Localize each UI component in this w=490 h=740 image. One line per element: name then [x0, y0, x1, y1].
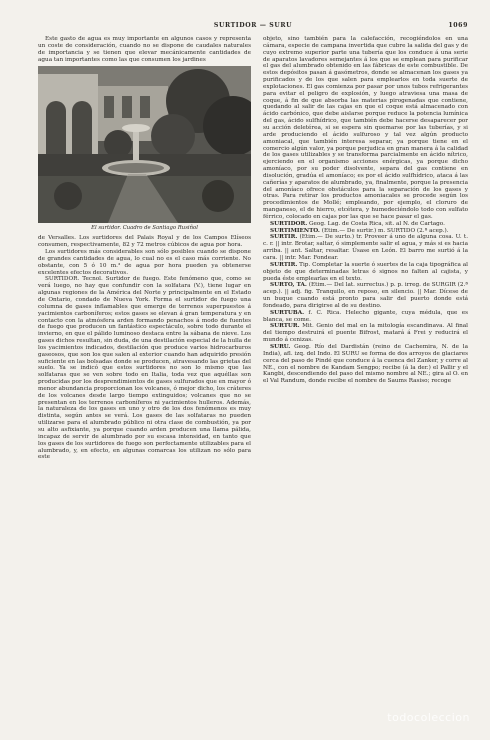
entry-body: Mit. Genio del mal en la mitología escandinava. Al final del tiempo destruirá el puente Bifrost, matará á Frei y reducirá el mundo á cenizas. [263, 323, 468, 344]
paragraph: objeto, sino también para la calefacción, recogiéndolos en una cámara, especie de campana invertida que cubre la salida del gas y de cuyo extremo superior parte una tubería que los conduce á una serie de aparatos lavadores semejantes á los que se emplean para purificar el gas del alumbrado obtenido en las fábricas de este combustible. De estos depósitos pasan á gasómetros, donde se almacenan los gases ya purificados y de los que salen para emplearlos en toda suerte de explotaciones. El gas comienza por pasar por unos tubos refrigerantes para evitar el peligro de explosión, y luego atraviesa una masa de coque, á fin de que absorba las materias pirogenadas que contiene, quedando al salir de las cajas en que el coque está almacenado con ácido carbónico, que debe aislarse porque reduce la potencia lumínica del gas, ácido sulfhídrico, que también debe hacerse desaparecer por su acción deletérea, si se espera sin quemarse por las tuberías, y si arde produciendo el ácido sulfuroso y tal vez algún producto amoniacal, que también interesa separar, ya porque tiene en el comercio algún valor, ya porque perjudica en gran manera á la calidad de los gases utilizables y se transforma parcialmente en ácido nítrico, ejerciendo en el organismo acciones enérgicas, ya porque dicho amoníaco, por su poder disolvente, separa del gas contiene en disolución, gradúa el amoníaco; es por el ácido sulfhídrico, ataca á las cañerías y aparatos de alumbrado, ya, finalmente, porque la presencia del amoníaco ofrece obstáculos para la separación de los gases y otras. Para retirar los productos amoniacales se procede según los procedimientos de Mollé; empleando, por ejemplo, el cloruro de manganeso, el de hierro, etcétera, y humedeciéndolo todo con sulfato férrico, colocado en cajas por las que se hace pasar el gas. [263, 36, 468, 220]
painting-illustration [38, 66, 251, 223]
running-head: SURTIDOR — SURU [213, 22, 293, 29]
entry-headword: SURTUR. [270, 323, 300, 330]
watermark-logo: todocoleccion [387, 711, 470, 724]
dictionary-entry [263, 344, 468, 385]
paragraph: de Versalles. Los surtidores del Palais Royal y de los Campos Elíseos consumen, respectivamente, 82 y 72 metros cúbicos de agua por hora. [38, 235, 251, 249]
paragraph: Los surtidores más considerables son sólo posibles cuando se dispone de grandes cantidades de agua, lo cual no es el caso más corriente. No obstante, con 5 ó 10 m.³ de agua por hora pueden ya obtenerse excelentes efectos decorativos. [38, 249, 251, 276]
entry-body: (Etim.— De surtir.) m. SURTIDO (2.ª acep.). [321, 227, 449, 234]
entry-headword: SURTIMIENTO. [270, 227, 320, 234]
entry-headword: SURTIDOR. [270, 220, 308, 227]
entry-body: Geog. Lag. de Costa Rica, sit. al N. de Cartago. [309, 220, 445, 227]
left-column [38, 36, 251, 461]
dictionary-entry [263, 221, 468, 228]
entry-body: (Etim.— Del lat. surrectus.) p. p. irreg. de SURGIR (2.ª acep.). || adj. fig. Tranquilo, en reposo, en silencio. || Mar. Dícese de un buque cuando está pronto para salir del puerto donde está fondeado, para dirigirse al de su destino. [263, 282, 469, 309]
entry-headword: SURTIR. [270, 234, 298, 241]
dictionary-entry [263, 234, 468, 261]
entry-headword: SURTUBA. [270, 309, 305, 316]
page-number: 1069 [448, 22, 468, 29]
entry-body: Tip. Completar la suerte ó suertes de la caja tipográfica al objeto de que determinadas letras ó signos no falten al cajista, y pueda éste emplearlas en el texto. [263, 261, 468, 282]
dictionary-entry [263, 310, 468, 324]
paragraph: SURTIDOR. Tecnol. Surtidor de fuego. Este fenómeno que, como se verá luego, no hay que confundir con la solfatara (V.), tiene lugar en algunas regiones de la América del Norte y principalmente en el Estado de Ontario, condado de Nueva York. Forma el surtidor de fuego una columna de gases inflamables que emerge de terrenos superpuestos á yacimientos carboníferos; estos gases se elevan á gran temperatura y en contacto con la atmósfera arden formando penachos á modo de fuentes de fuego que producen un fantástico espectáculo, sobre todo durante el invierno, en que el pálido luminoso destaca entre la sábana de nieve. Los gases dichos resultan, sin duda, de una destilación especial de la hulla de los yacimientos indicados, destilación que produce varios hidrocarburos gaseosos, que son los que salen al exterior cuando han adquirido presión suficiente en las bolsadas donde se producen, atravesando las grietas del suelo. Ya se indicó que estos surtidores no son lo mismo que las solfataras que se ven sobre todo en Italia, toda vez que aquéllas son producidas por los desprendimientos de gases sulfurados que en mayor ó menor abundancia proporcionan los volcanes, ó mejor dicho, los cráteres de los volcanes desde largo tiempo extinguidos; volcanes que no se presentan en los terrenos carboníferos ni yacimientos hulleros. Además, la naturaleza de los gases en uno y otro de los dos fenómenos es muy distinta, según antes se verá. Los gases de las solfataras no pueden utilizarse para el alumbrado público ni otra clase de combustión, ya por su alto asfixiante, ya porque cuando arden producen una llama pálida, incapaz de servir de alumbrado por su escasa intensidad, en tanto que los gases de los surtidores de fuego son perfectamente utilizables para el alumbrado, y, en efecto, en algunas comarcas los utilizan no sólo para este [38, 276, 251, 461]
entry-headword: SURTO, TA. [270, 282, 307, 289]
entry-body: Geog. Río del Dardistán (reino de Cachemira, N. de la India), afl. izq. del Indo. El SURU se forma de dos arroyos de glaciares cerca del paso de Pindé que conduce á la cuenca del Zanker, y corre al NE., con el nombre de Kandam Sengpo; recibe (á la der.) el Pallir y el Kangbi, descendiendo del paso del mismo nombre al NE.; gira al O. en el Val Randum, donde recibe el nombre de Saums Rasiso; recoge [263, 343, 469, 385]
entry-body: f. C. Rica. Helecho gigante, cuya médula, que es blanca, se come. [263, 309, 469, 323]
entry-headword: SURTIR. [270, 261, 298, 268]
right-column [263, 36, 468, 461]
dictionary-entry [263, 282, 468, 309]
dictionary-entry [263, 323, 468, 344]
entry-headword: SURU. [270, 343, 291, 350]
illustration-caption: El surtidor. Cuadro de Santiago Rusiñol [91, 225, 198, 232]
dictionary-entry [263, 262, 468, 283]
paragraph: Este gasto de agua es muy importante en algunos casos y representa un coste de consideración, cuando no se dispone de caudales naturales de importancia y se tienen que elevar mecánicamente cantidades de agua tan importantes como las que consumen los jardines [38, 36, 251, 63]
entry-body: (Etim.— De surto.) tr. Proveer á uno de alguna cosa. U. t. c. r. || intr. Brotar, saltar, ó simplemente salir el agua, y más si es hacia arriba. || ant. Saltar, resaltar. Úsase en León. El barro me surtió á la cara. || intr. Mar. Fondear. [263, 234, 468, 261]
page-header [38, 22, 468, 34]
